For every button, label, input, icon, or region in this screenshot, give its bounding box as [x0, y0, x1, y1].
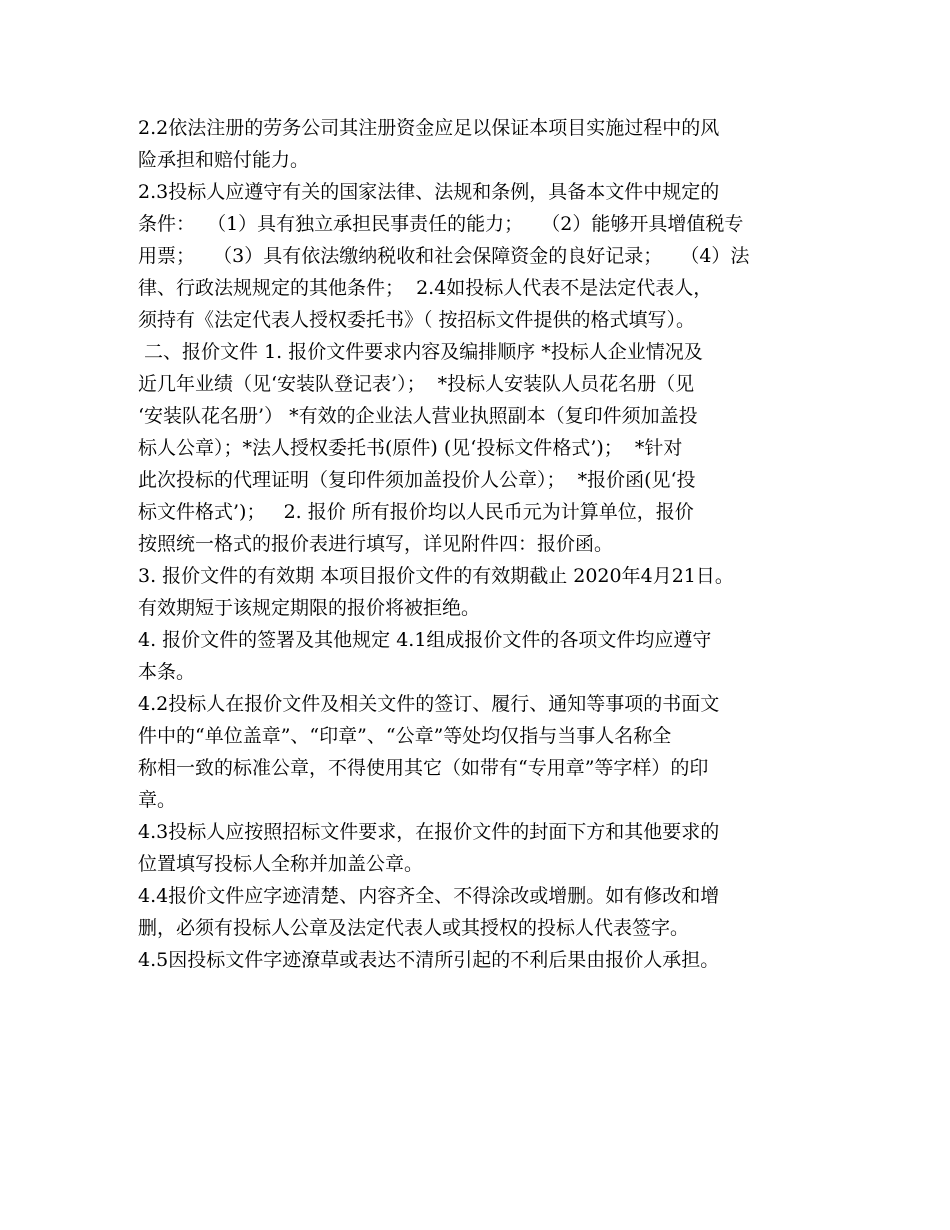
text-line: 4.5因投标文件字迹潦草或表达不清所引起的不利后果由报价人承担。	[138, 949, 720, 971]
text-line: 条件： （1）具有独立承担民事责任的能力； （2）能够开具增值税专	[138, 213, 744, 235]
text-line: 本条。	[138, 661, 196, 683]
text-line: 二、报价文件 1. 报价文件要求内容及编排顺序 *投标人企业情况及	[138, 341, 703, 363]
text-line: 标人公章）；*法人授权委托书(原件) (见‘投标文件格式’)； *针对	[138, 437, 683, 459]
text-line: 用票； （3）具有依法缴纳税收和社会保障资金的良好记录； （4）法	[138, 245, 750, 267]
text-line: 按照统一格式的报价表进行填写，详见附件四：报价函。	[138, 533, 614, 555]
text-line: 3. 报价文件的有效期 本项目报价文件的有效期截止 2020年4月21日。	[138, 565, 734, 587]
document-body	[138, 112, 838, 976]
text-line: 律、行政法规规定的其他条件； 2.4如投标人代表不是法定代表人，	[138, 277, 713, 299]
text-line: 2.3投标人应遵守有关的国家法律、法规和条例，具备本文件中规定的	[138, 181, 720, 203]
text-line: 此次投标的代理证明（复印件须加盖投价人公章）； *报价函(见‘投	[138, 469, 696, 491]
text-line: 4.3投标人应按照招标文件要求，在报价文件的封面下方和其他要求的	[138, 821, 720, 843]
text-line: 险承担和赔付能力。	[138, 149, 310, 171]
text-line: 4.4报价文件应字迹清楚、内容齐全、不得涂改或增删。如有修改和增	[138, 885, 720, 907]
text-line: 近几年业绩（见‘安装队登记表’）； *投标人安装队人员花名册（见	[138, 373, 695, 395]
text-line: 删，必须有投标人公章及法定代表人或其授权的投标人代表签字。	[138, 917, 690, 939]
text-line: 件中的“单位盖章”、“印章”、“公章”等处均仅指与当事人名称全	[138, 725, 672, 747]
text-line: 标文件格式’)； 2. 报价 所有报价均以人民币元为计算单位，报价	[138, 501, 694, 523]
text-line: 4. 报价文件的签署及其他规定 4.1组成报价文件的各项文件均应遵守	[138, 629, 712, 651]
text-line: 位置填写投标人全称并加盖公章。	[138, 853, 424, 875]
text-line: 有效期短于该规定期限的报价将被拒绝。	[138, 597, 481, 619]
text-line: 4.2投标人在报价文件及相关文件的签订、履行、通知等事项的书面文	[138, 693, 720, 715]
text-line: 称相一致的标准公章，不得使用其它（如带有“专用章”等字样）的印	[138, 757, 709, 779]
text-line: ‘安装队花名册’） *有效的企业法人营业执照副本（复印件须加盖投	[138, 405, 698, 427]
text-line: 须持有《法定代表人授权委托书》（ 按招标文件提供的格式填写）。	[138, 309, 696, 331]
text-line: 2.2依法注册的劳务公司其注册资金应足以保证本项目实施过程中的风	[138, 117, 720, 139]
text-line: 章。	[138, 789, 177, 811]
